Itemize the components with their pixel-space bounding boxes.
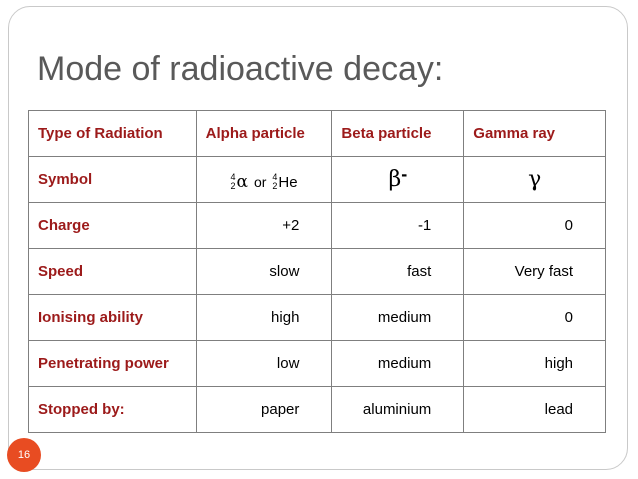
slide-number-badge: 16 — [7, 438, 41, 472]
alpha-symbol: α — [236, 172, 248, 192]
row-label-symbol: Symbol — [29, 157, 197, 203]
alpha-penetrating-power: low — [196, 341, 332, 387]
table-row-stopped-by — [29, 387, 606, 433]
helium-nuclide-symbol — [272, 173, 297, 191]
helium-mass-number: 4 — [272, 172, 278, 182]
header-gamma-ray: Gamma ray — [464, 111, 606, 157]
alpha-symbol-cell — [196, 157, 332, 203]
row-label-charge: Charge — [29, 203, 197, 249]
header-type-of-radiation: Type of Radiation — [29, 111, 197, 157]
beta-symbol-cell — [332, 157, 464, 203]
gamma-symbol-cell — [464, 157, 606, 203]
table-header-row — [29, 111, 606, 157]
alpha-speed: slow — [196, 249, 332, 295]
radiation-table — [28, 110, 606, 433]
gamma-ionising-ability: 0 — [464, 295, 606, 341]
gamma-charge: 0 — [464, 203, 606, 249]
row-label-penetrating-power: Penetrating power — [29, 341, 197, 387]
beta-penetrating-power: medium — [332, 341, 464, 387]
row-label-stopped-by: Stopped by: — [29, 387, 197, 433]
beta-symbol: β — [388, 167, 402, 192]
beta-ionising-ability: medium — [332, 295, 464, 341]
beta-charge-sign: - — [401, 164, 408, 184]
gamma-stopped-by: lead — [464, 387, 606, 433]
alpha-mass-number: 4 — [230, 172, 236, 182]
header-alpha-particle: Alpha particle — [196, 111, 332, 157]
table-row-speed — [29, 249, 606, 295]
helium-symbol: He — [278, 173, 298, 191]
row-label-ionising-ability: Ionising ability — [29, 295, 197, 341]
table-row-penetrating-power — [29, 341, 606, 387]
alpha-charge: +2 — [196, 203, 332, 249]
header-beta-particle: Beta particle — [332, 111, 464, 157]
beta-stopped-by: aluminium — [332, 387, 464, 433]
gamma-speed: Very fast — [464, 249, 606, 295]
alpha-nuclide-symbol — [230, 172, 248, 192]
alpha-ionising-ability: high — [196, 295, 332, 341]
alpha-atomic-number: 2 — [230, 181, 236, 191]
table-row-ionising-ability — [29, 295, 606, 341]
gamma-symbol: γ — [528, 167, 542, 192]
table-row-charge — [29, 203, 606, 249]
helium-atomic-number: 2 — [272, 181, 278, 191]
table-row-symbol — [29, 157, 606, 203]
gamma-penetrating-power: high — [464, 341, 606, 387]
alpha-stopped-by: paper — [196, 387, 332, 433]
beta-speed: fast — [332, 249, 464, 295]
row-label-speed: Speed — [29, 249, 197, 295]
or-text: or — [253, 174, 267, 190]
beta-charge: -1 — [332, 203, 464, 249]
slide-title: Mode of radioactive decay: — [37, 50, 444, 88]
